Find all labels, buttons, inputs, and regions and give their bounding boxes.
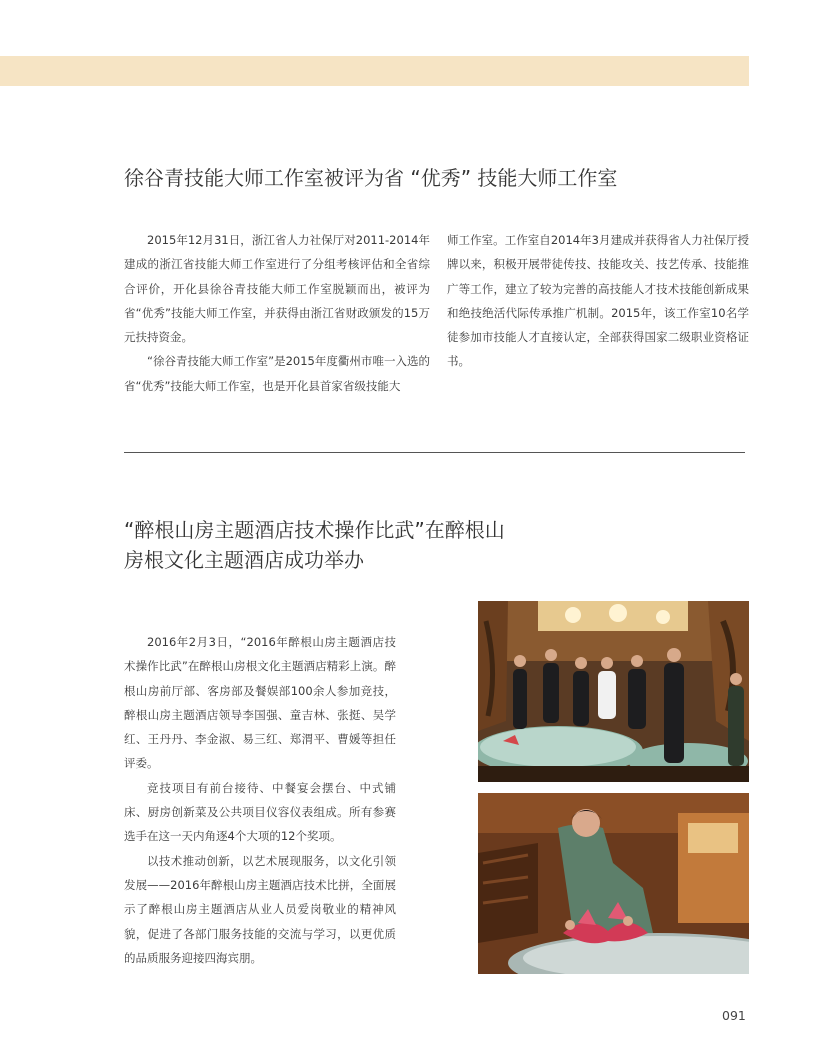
photo-judging-scene <box>478 601 749 782</box>
article1-column-right <box>447 228 749 374</box>
section-divider <box>124 452 745 453</box>
article1-paragraph: 2015年12月31日，浙江省人力社保厅对2011-2014年建成的浙江省技能大师工作室进行了分组考核评估和全省综合评价，开化县徐谷青技能大师工作室脱颖而出，被评为省“优秀”技能大师工作室，并获得由浙江省财政颁发的15万元扶持资金。 <box>124 233 430 345</box>
article1-column-left <box>124 228 430 398</box>
header-band <box>0 56 749 86</box>
article1-title: 徐谷青技能大师工作室被评为省 “优秀” 技能大师工作室 <box>124 166 618 190</box>
article2-title-line: “醉根山房主题酒店技术操作比武”在醉根山 <box>124 518 505 542</box>
article2-title <box>124 515 564 575</box>
article2-paragraph: 竞技项目有前台接待、中餐宴会摆台、中式铺床、厨房创新菜及公共项目仪容仪表组成。所有参赛选手在这一天内角逐4个大项的12个奖项。 <box>124 780 396 844</box>
article2-body <box>124 630 396 970</box>
photo-judging-event <box>478 601 749 782</box>
article1-paragraph: 师工作室。工作室自2014年3月建成并获得省人力社保厅授牌以来，积极开展带徒传技、技能攻关、技艺传承、技能推广等工作，建立了较为完善的高技能人才技术技能创新成果和绝技绝活代际传承推广机制。2015年，该工作室10名学徒参加市技能人才直接认定，全部获得国家二级职业资格证书。 <box>447 233 749 369</box>
article2-paragraph: 2016年2月3日，“2016年醉根山房主题酒店技术操作比武”在醉根山房根文化主题酒店精彩上演。醉根山房前厅部、客房部及餐娱部100余人参加竞技，醉根山房主题酒店领导李国强、童吉林、张挺、吴学红、王丹丹、李金淑、易三红、郑渭平、曹媛等担任评委。 <box>124 635 396 771</box>
article2-title-line: 房根文化主题酒店成功举办 <box>124 548 364 572</box>
page-number: 091 <box>722 1008 746 1023</box>
article1-paragraph: “徐谷青技能大师工作室”是2015年度衢州市唯一入选的省“优秀”技能大师工作室，也是开化县首家省级技能大 <box>124 354 430 393</box>
article2-paragraph: 以技术推动创新，以艺术展现服务，以文化引领发展——2016年醉根山房主题酒店技术比拼，全面展示了醉根山房主题酒店从业人员爱岗敬业的精神风貌，促进了各部门服务技能的交流与学习，以更优质的品质服务迎接四海宾朋。 <box>124 853 396 965</box>
photo-napkin-folding <box>478 793 749 974</box>
photo-table-setting <box>478 793 749 974</box>
